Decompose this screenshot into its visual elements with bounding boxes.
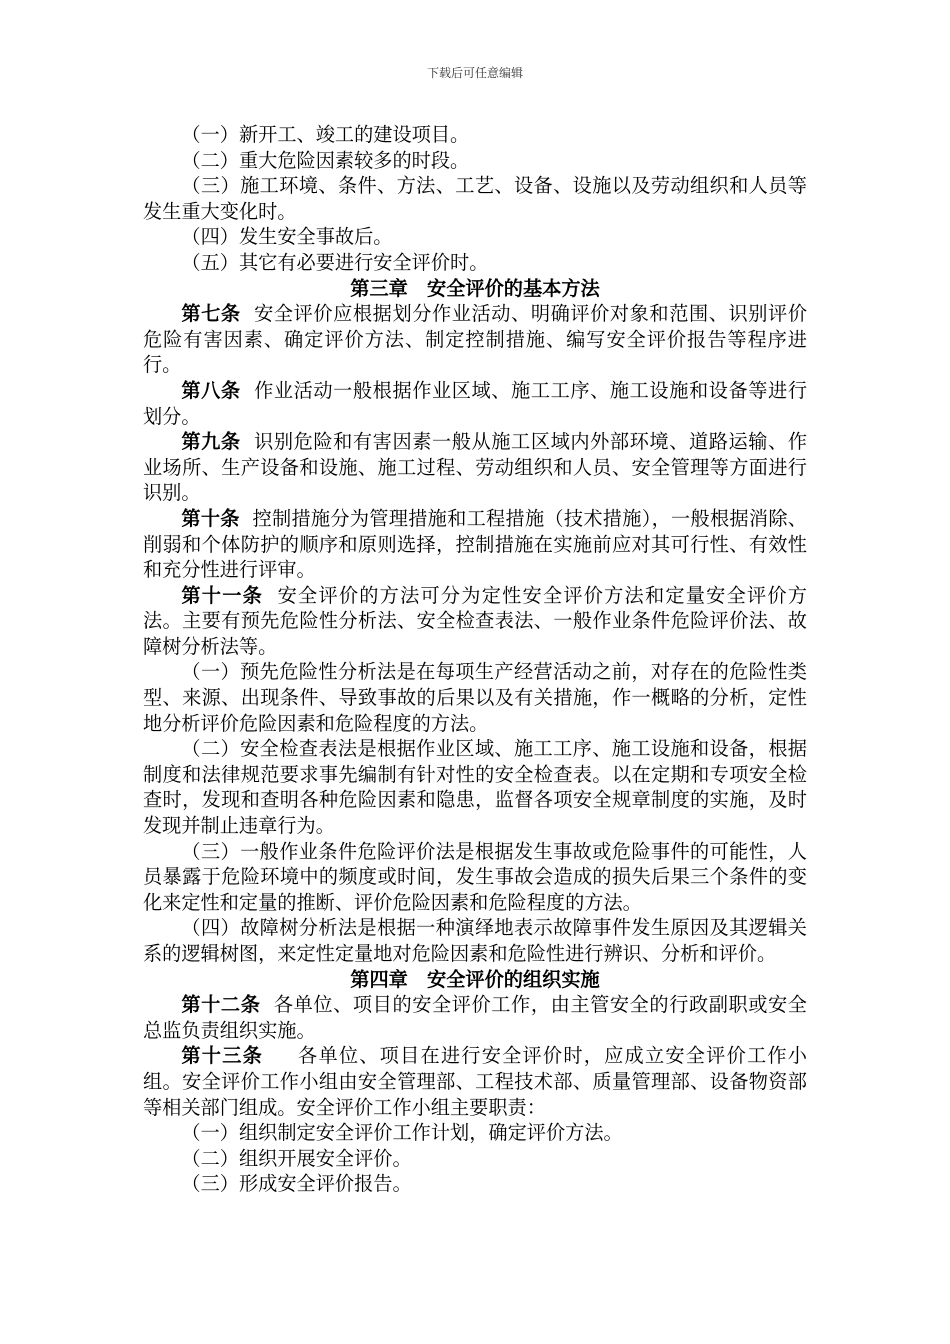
- article-text: 识别危险和有害因素一般从施工区域内外部环境、道路运输、作业场所、生产设备和设施、施工过程、劳动组织和人员、安全管理等方面进行识别。: [143, 430, 808, 505]
- chapter-heading: 第四章 安全评价的组织实施: [350, 967, 600, 991]
- article-paragraph: [143, 583, 807, 660]
- sub-item-paragraph: （一）预先危险性分析法是在每项生产经营活动之前，对存在的危险性类型、来源、出现条件、导致事故的后果以及有关措施，作一概略的分析，定性地分析评价危险因素和危险程度的方法。: [143, 660, 807, 735]
- sub-item-paragraph: （五）其它有必要进行安全评价时。: [181, 250, 489, 274]
- article-paragraph: [143, 1043, 807, 1120]
- sub-item-paragraph: （二）重大危险因素较多的时段。: [181, 148, 470, 172]
- article-paragraph: [143, 301, 807, 378]
- sub-item-paragraph: （二）安全检查表法是根据作业区域、施工工序、施工设施和设备，根据制度和法律规范要求事先编制有针对性的安全检查表。以在定期和专项安全检查时，发现和查明各种危险因素和隐患，监督各项安全规章制度的实施，及时发现并制止违章行为。: [143, 737, 807, 838]
- article-paragraph: [143, 506, 807, 583]
- article-text: 安全评价应根据划分作业活动、明确评价对象和范围、识别评价危险有害因素、确定评价方法、制定控制措施、编写安全评价报告等程序进行。: [143, 302, 808, 377]
- article-label: 第十二条: [181, 993, 261, 1017]
- article-paragraph: [143, 992, 807, 1043]
- sub-item-paragraph: （三）形成安全评价报告。: [181, 1172, 412, 1196]
- article-label: 第十一条: [181, 583, 264, 607]
- article-text: 安全评价的方法可分为定性安全评价方法和定量安全评价方法。主要有预先危险性分析法、安全检查表法、一般作业条件危险评价法、故障树分析法等。: [143, 583, 807, 658]
- chapter-heading: 第三章 安全评价的基本方法: [350, 276, 600, 300]
- sub-item-paragraph: （三）一般作业条件危险评价法是根据发生事故或危险事件的可能性，人员暴露于危险环境中的频度或时间，发生事故会造成的损失后果三个条件的变化来定性和定量的推断、评价危险因素和危险程度的方法。: [143, 839, 807, 914]
- article-text: 作业活动一般根据作业区域、施工工序、施工设施和设备等进行划分。: [143, 378, 808, 428]
- sub-item-paragraph: （四）发生安全事故后。: [181, 225, 393, 249]
- article-label: 第八条: [181, 378, 241, 402]
- article-paragraph: [143, 429, 807, 506]
- sub-item-paragraph: （一）新开工、竣工的建设项目。: [181, 123, 470, 146]
- article-label: 第七条: [181, 302, 241, 326]
- page-header: 下载后可任意编辑: [426, 66, 523, 80]
- article-text: 控制措施分为管理措施和工程措施（技术措施），一般根据消除、削弱和个体防护的顺序和原则选择，控制措施在实施前应对其可行性、有效性和充分性进行评审。: [143, 506, 807, 582]
- article-label: 第九条: [181, 430, 241, 454]
- sub-item-paragraph: （三）施工环境、条件、方法、工艺、设备、设施以及劳动组织和人员等发生重大变化时。: [143, 174, 807, 223]
- article-label: 第十三条: [181, 1044, 264, 1068]
- sub-item-paragraph: （四）故障树分析法是根据一种演绎地表示故障事件发生原因及其逻辑关系的逻辑树图，来定性定量地对危险因素和危险性进行辨识、分析和评价。: [143, 916, 807, 965]
- document-body: [143, 122, 807, 1197]
- article-label: 第十条: [181, 506, 240, 530]
- sub-item-paragraph: （一）组织制定安全评价工作计划，确定评价方法。: [181, 1121, 623, 1145]
- article-paragraph: [143, 378, 807, 429]
- sub-item-paragraph: （二）组织开展安全评价。: [181, 1146, 412, 1170]
- article-text: 各单位、项目的安全评价工作，由主管安全的行政副职或安全总监负责组织实施。: [143, 993, 807, 1042]
- article-text: 各单位、项目在进行安全评价时，应成立安全评价工作小组。安全评价工作小组由安全管理部、工程技术部、质量管理部、设备物资部等相关部门组成。安全评价工作小组主要职责：: [143, 1044, 807, 1119]
